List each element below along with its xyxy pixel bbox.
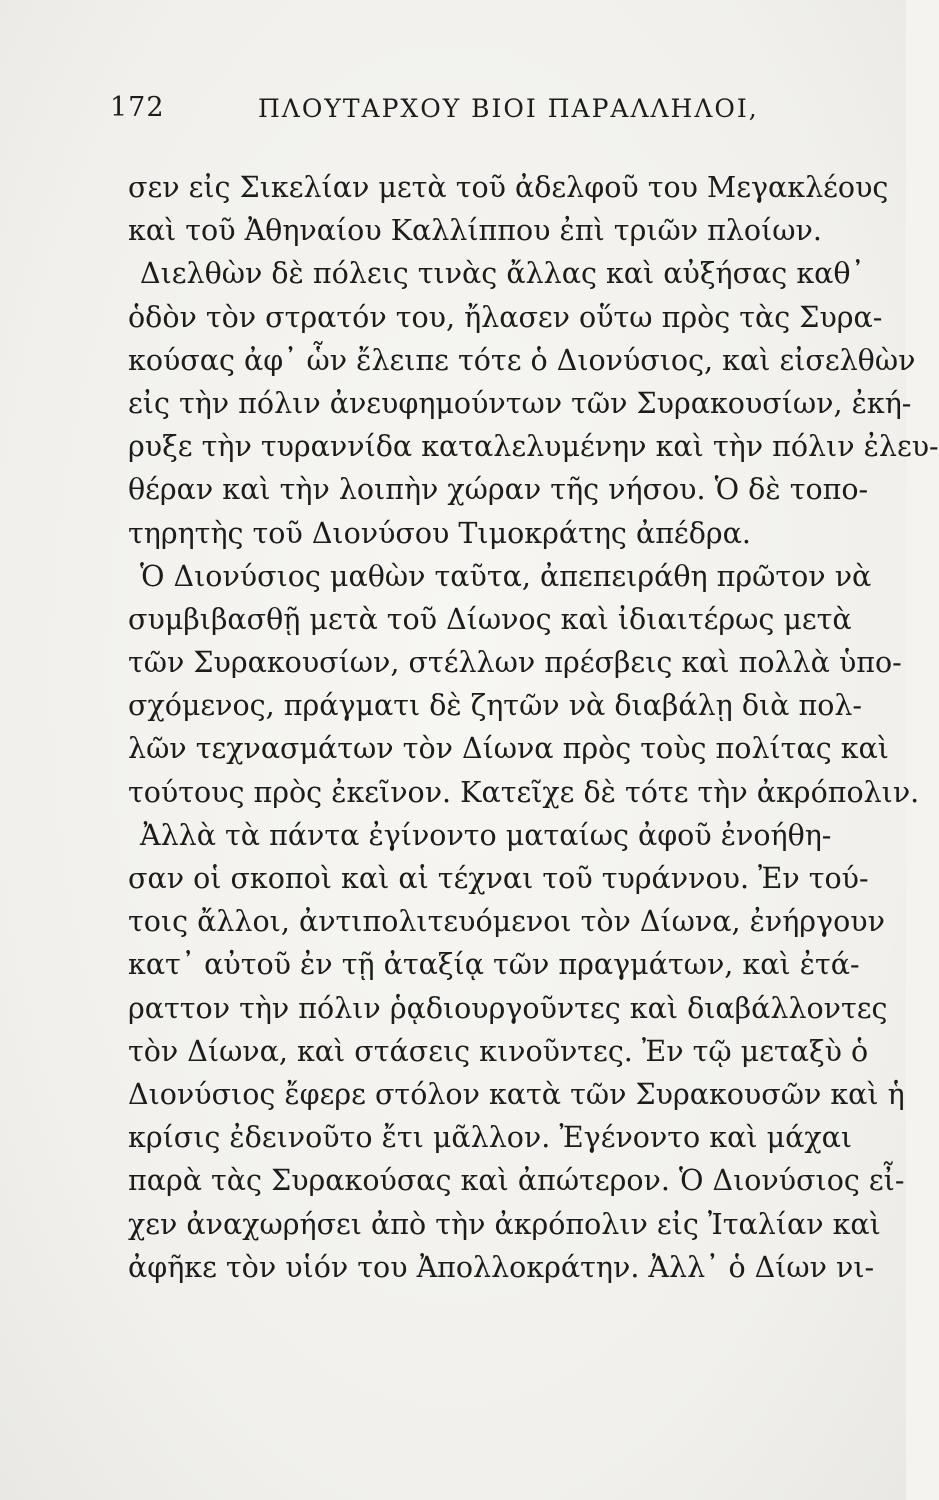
text-line: σχόμενος, πράγματι δὲ ζητῶν νὰ διαβάλῃ διὰ πολ- <box>128 689 863 723</box>
text-line: ραττον τὴν πόλιν ῥᾳδιουργοῦντες καὶ διαβάλλοντες <box>128 991 888 1025</box>
text-line: σαν οἱ σκοποὶ καὶ αἱ τέχναι τοῦ τυράννου. Ἐν τού- <box>128 862 869 895</box>
text-line: τηρητὴς τοῦ Διονύσου Τιμοκράτης ἀπέδρα. <box>128 516 751 550</box>
text-line: ὁδὸν τὸν στρατόν του, ἤλασεν οὕτω πρὸς τὰς Συρα- <box>128 300 883 334</box>
body-text <box>128 166 939 1289</box>
text-line: θέραν καὶ τὴν λοιπὴν χώραν τῆς νήσου. Ὁ δὲ τοπο- <box>128 473 869 507</box>
text-line: Διελθὼν δὲ πόλεις τινὰς ἄλλας καὶ αὐξήσας καθ᾽ <box>140 257 865 291</box>
text-line: ἀφῆκε τὸν υἱόν του Ἀπολλοκράτην. Ἀλλ᾽ ὁ Δίων νι- <box>128 1250 875 1284</box>
text-line: χεν ἀναχωρήσει ἀπὸ τὴν ἀκρόπολιν εἰς Ἰταλίαν καὶ <box>128 1207 881 1241</box>
text-line: λῶν τεχνασμάτων τὸν Δίωνα πρὸς τοὺς πολίτας καὶ <box>128 732 889 766</box>
text-line: Ὁ Διονύσιος μαθὼν ταῦτα, ἀπεπειράθη πρῶτον νὰ <box>140 559 872 593</box>
text-line: Διονύσιος ἔφερε στόλον κατὰ τῶν Συρακουσῶν καὶ ἡ <box>128 1077 905 1111</box>
text-line: καὶ τοῦ Ἀθηναίου Καλλίππου ἐπὶ τριῶν πλοίων. <box>128 214 822 248</box>
text-line: εἰς τὴν πόλιν ἀνευφημούντων τῶν Συρακουσίων, ἐκή- <box>128 386 912 420</box>
page-number: 172 <box>110 92 165 123</box>
text-line: τῶν Συρακουσίων, στέλλων πρέσβεις καὶ πολλὰ ὑπο- <box>128 646 902 680</box>
text-line: σεν εἰς Σικελίαν μετὰ τοῦ ἀδελφοῦ του Μεγακλέους <box>128 171 889 204</box>
text-line: τοις ἄλλοι, ἀντιπολιτευόμενοι τὸν Δίωνα, ἐνήργουν <box>128 905 885 939</box>
text-line: ρυξε τὴν τυραννίδα καταλελυμένην καὶ τὴν πόλιν ἐλευ- <box>128 430 939 464</box>
text-line: παρὰ τὰς Συρακούσας καὶ ἀπώτερον. Ὁ Διονύσιος εἶ- <box>128 1164 905 1198</box>
text-line: τούτους πρὸς ἐκεῖνον. Κατεῖχε δὲ τότε τὴν ἀκρόπολιν. <box>128 775 920 809</box>
page-header <box>110 92 810 132</box>
text-line: κούσας ἀφ᾽ ὧν ἔλειπε τότε ὁ Διονύσιος, καὶ εἰσελθὼν <box>128 343 916 377</box>
text-line: τὸν Δίωνα, καὶ στάσεις κινοῦντες. Ἐν τῷ μεταξὺ ὁ <box>128 1034 869 1068</box>
text-line: κατ᾽ αὐτοῦ ἐν τῇ ἀταξίᾳ τῶν πραγμάτων, καὶ ἐτά- <box>128 948 860 982</box>
text-line: συμβιβασθῇ μετὰ τοῦ Δίωνος καὶ ἰδιαιτέρως μετὰ <box>128 602 852 636</box>
text-line: κρίσις ἐδεινοῦτο ἔτι μᾶλλον. Ἐγένοντο καὶ μάχαι <box>128 1121 853 1155</box>
running-title: ΠΛΟΥΤΑΡΧΟΥ ΒΙΟΙ ΠΑΡΑΛΛΗΛΟΙ, <box>258 94 759 123</box>
text-line: Ἀλλὰ τὰ πάντα ἐγίνοντο ματαίως ἀφοῦ ἐνοήθη- <box>140 818 832 852</box>
